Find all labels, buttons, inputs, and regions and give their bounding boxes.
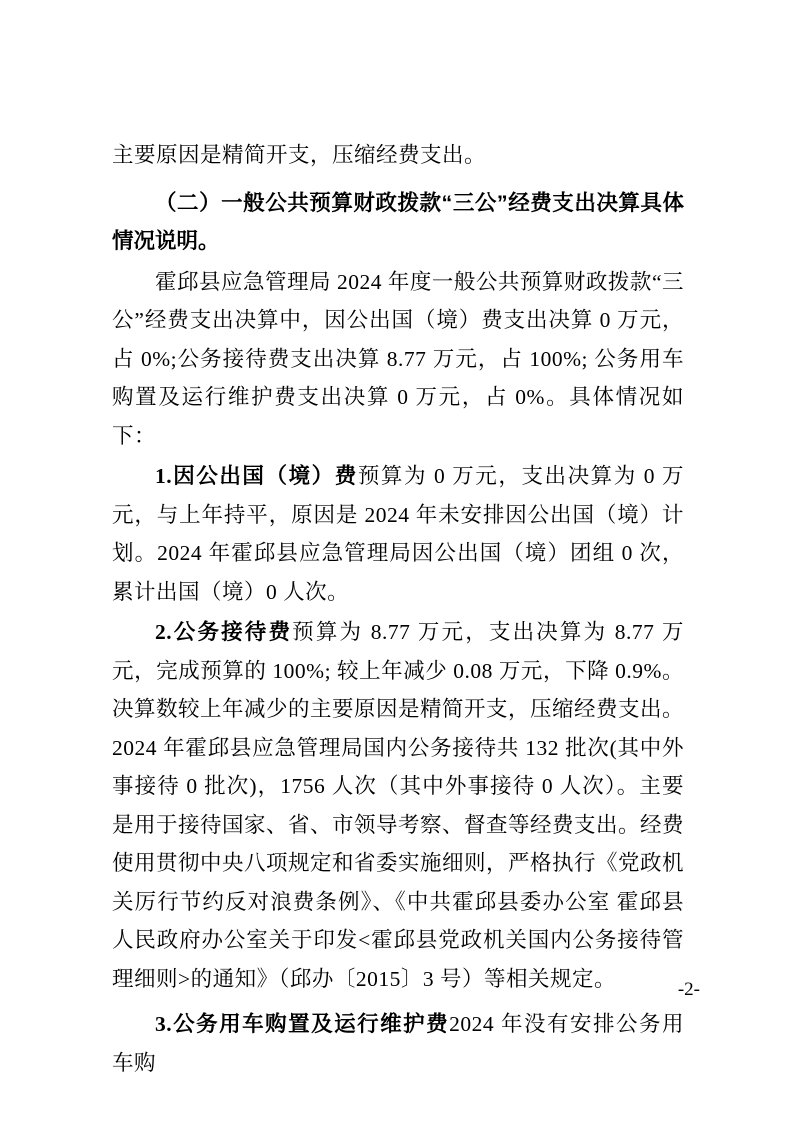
page-number: -2- bbox=[677, 979, 700, 1000]
item-3-label: 3.公务用车购置及运行维护费 bbox=[155, 1012, 450, 1036]
paragraph-text: 预算为 8.77 万元，支出决算为 8.77 万元，完成预算的 100%; 较上年减少 0.08 万元，下降 0.9%。决算数较上年减少的主要原因是精简开支，压缩经费支出。2024 年霍邱县应急管理局国内公务接待共 132 批次(其中外事接待 0 批次)，1756 人次（其中外事接待 0 人次）。主要是用于接待国家、省、市领导考察、督查等经费支出。经费使用贯彻中央八项规定和省委实施细则，严格执行《党政机关厉行节约反对浪费条例》、《中共霍邱县委办公室 霍邱县人民政府办公室关于印发<霍邱县党政机关国内公务接待管理细则>的通知》（邱办〔2015〕3 号）等相关规定。 bbox=[112, 620, 685, 991]
intro-paragraph bbox=[112, 263, 684, 456]
item-1-paragraph bbox=[112, 457, 684, 611]
heading-text: （二）一般公共预算财政拨款“三公”经费支出决算具体情况说明。 bbox=[112, 190, 684, 253]
item-2-label: 2.公务接待费 bbox=[155, 620, 293, 644]
item-1-label: 1.因公出国（境）费 bbox=[155, 464, 358, 488]
item-3-paragraph bbox=[112, 1005, 684, 1082]
paragraph-text: 主要原因是精简开支，压缩经费支出。 bbox=[112, 143, 487, 167]
section-heading bbox=[112, 184, 684, 261]
paragraph-text: 2024 年没有安排公务用车购 bbox=[112, 1012, 684, 1075]
document-body bbox=[112, 136, 684, 1082]
paragraph-text: 霍邱县应急管理局 2024 年度一般公共预算财政拨款“三公”经费支出决算中，因公出国（境）费支出决算 0 万元，占 0%;公务接待费支出决算 8.77 万元，占 100%; 公务用车购置及运行维护费支出决算 0 万元，占 0%。具体情况如下： bbox=[112, 269, 684, 448]
item-2-paragraph bbox=[112, 613, 684, 998]
paragraph-text: 预算为 0 万元，支出决算为 0 万元，与上年持平，原因是 2024 年未安排因公出国（境）计划。2024 年霍邱县应急管理局因公出国（境）团组 0 次，累计出国（境）0 人次。 bbox=[112, 464, 684, 604]
continuation-paragraph bbox=[112, 136, 684, 175]
